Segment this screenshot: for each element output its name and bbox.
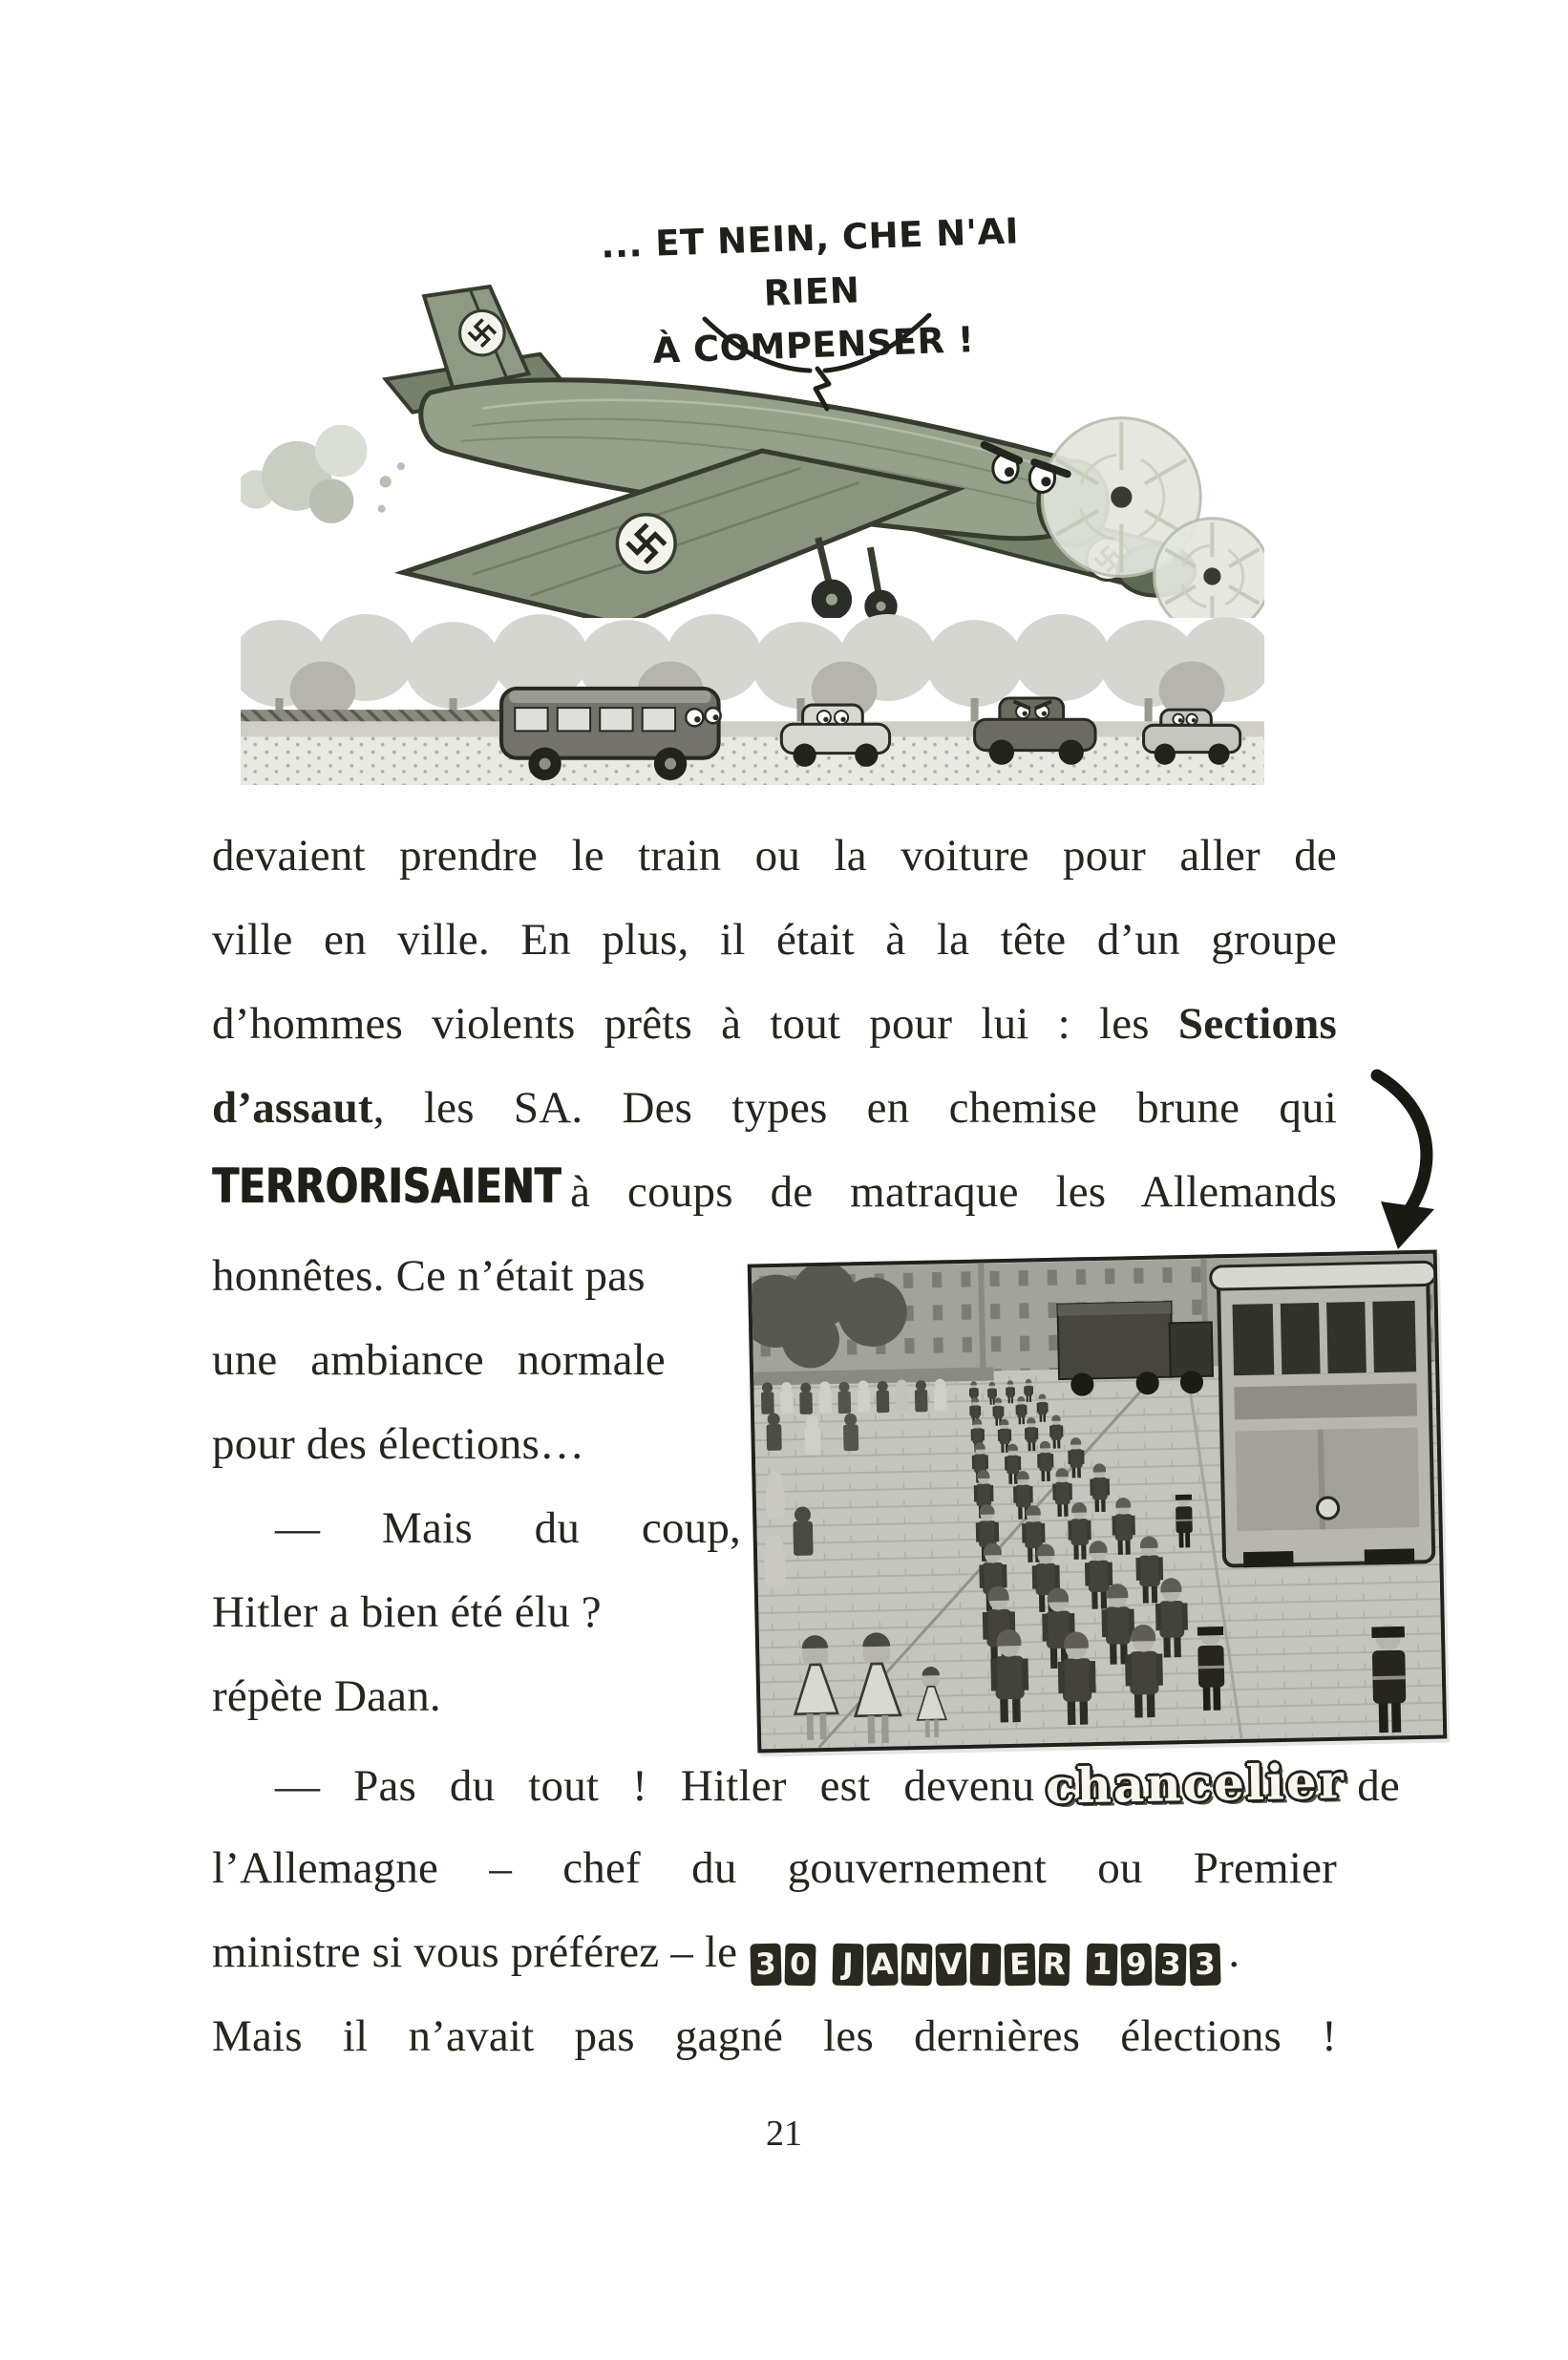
body-line-11: répète Daan. xyxy=(212,1671,441,1721)
body-line-6: honnêtes. Ce n’était pas xyxy=(212,1251,646,1301)
body-line-4-text: , les SA. Des types en chemise brune qui xyxy=(372,1083,1337,1133)
photo-tram xyxy=(1211,1262,1442,1568)
body-line-3 xyxy=(212,995,1337,1052)
smoke-puffs xyxy=(241,425,405,523)
bold-sections: Sections xyxy=(1177,999,1337,1049)
road xyxy=(241,736,1264,785)
body-line-5 xyxy=(212,1159,1337,1223)
bold-dassaut: d’assaut xyxy=(212,1083,373,1133)
body-line-15: Mais il n’avait pas gagné les dernières élections ! xyxy=(212,2011,1337,2061)
body-line-14-text: ministre si vous préférez – le xyxy=(212,1927,738,1977)
speech-bubble-line-2: À COMPENSER ! xyxy=(651,319,976,372)
body-line-8: pour des élections… xyxy=(212,1419,585,1469)
body-line-4 xyxy=(212,1079,1337,1137)
verge xyxy=(241,721,1264,738)
speech-bubble-tail xyxy=(697,313,936,418)
display-word-terrorisaient: TERRORISAIENT xyxy=(212,1159,562,1215)
historical-photo xyxy=(748,1249,1448,1753)
body-line-13: l’Allemagne – chef du gouvernement ou Premier xyxy=(212,1843,1337,1893)
body-line-7: une ambiance normale xyxy=(212,1335,666,1385)
body-line-12 xyxy=(212,1755,1400,1815)
landing-gear xyxy=(812,538,898,618)
body-line-12-text-end: de xyxy=(1357,1761,1400,1811)
body-line-1: devaient prendre le train ou la voiture pour aller de xyxy=(212,831,1337,881)
body-line-3-text: d’hommes violents prêts à tout pour lui : les xyxy=(212,999,1178,1049)
speech-bubble-line-1: ... ET NEIN, CHE N'AI RIEN xyxy=(600,210,1020,314)
page-number: 21 xyxy=(766,2114,802,2154)
body-line-14-period: . xyxy=(1228,1927,1240,1977)
lightning-icon xyxy=(816,369,829,409)
road-scenery-illustration xyxy=(241,613,1264,785)
body-line-10: Hitler a bien été élu ? xyxy=(212,1587,602,1637)
down-arrow-icon xyxy=(1348,1068,1453,1259)
body-line-12-text: — Pas du tout ! Hitler est devenu xyxy=(275,1761,1035,1811)
display-word-chancelier: chancelier xyxy=(1045,1753,1346,1815)
body-line-9: — Mais du coup, xyxy=(275,1503,741,1553)
body-line-5-text: à coups de matraque les Allemands xyxy=(570,1167,1337,1217)
body-line-14 xyxy=(212,1924,1337,1986)
date-stamp-30-janvier-1933: 3 0 J A N V I E R 1 9 3 3 xyxy=(749,1924,1222,1986)
body-line-2: ville en ville. En plus, il était à la tête d’un groupe xyxy=(212,915,1337,965)
